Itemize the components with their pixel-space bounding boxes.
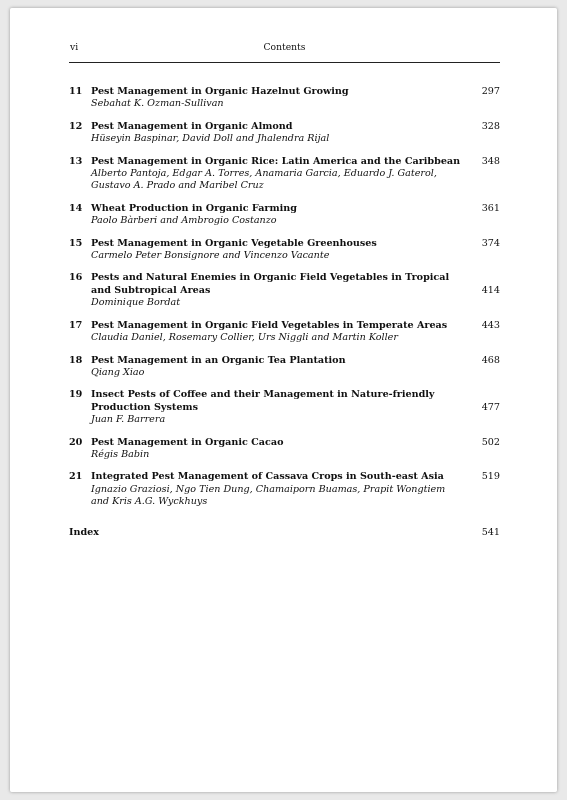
chapter-page: 443 xyxy=(481,319,500,331)
chapter-number: 11 xyxy=(69,86,83,97)
chapter-number: 20 xyxy=(69,436,83,448)
chapter-authors: Claudia Daniel, Rosemary Collier, Urs Niggli and Martin Koller xyxy=(91,332,398,344)
index-page: 541 xyxy=(481,526,500,538)
table-of-contents xyxy=(69,86,500,539)
chapter-number: 19 xyxy=(69,389,83,401)
chapter-title: Pest Management in an Organic Tea Plantation xyxy=(91,354,346,366)
chapter-authors: Paolo Bàrberi and Ambrogio Costanzo xyxy=(91,215,277,227)
chapter-title: Wheat Production in Organic Farming xyxy=(91,202,297,214)
toc-entry-21[interactable] xyxy=(69,471,500,508)
toc-entry-16[interactable] xyxy=(69,272,500,309)
chapter-page: 348 xyxy=(481,155,500,167)
chapter-title: Pests and Natural Enemies in Organic Field Vegetables in Tropical and Subtropical Areas xyxy=(91,272,450,296)
chapter-authors: Sebahat K. Ozman-Sullivan xyxy=(91,98,224,110)
chapter-page: 502 xyxy=(481,436,500,448)
chapter-title: Integrated Pest Management of Cassava Crops in South-east Asia xyxy=(91,471,444,483)
chapter-title: Pest Management in Organic Hazelnut Growing xyxy=(91,86,349,97)
chapter-authors: Qiang Xiao xyxy=(91,366,145,378)
chapter-number: 21 xyxy=(69,471,83,483)
toc-entry-20[interactable] xyxy=(69,437,500,462)
toc-entry-17[interactable] xyxy=(69,320,500,345)
chapter-title: Pest Management in Organic Rice: Latin America and the Caribbean xyxy=(91,155,461,167)
chapter-page: 477 xyxy=(481,401,500,413)
chapter-page: 328 xyxy=(481,120,500,132)
chapter-number: 15 xyxy=(69,237,83,249)
toc-entry-14[interactable] xyxy=(69,203,500,228)
chapter-authors: Ignazio Graziosi, Ngo Tien Dung, Chamaiporn Buamas, Prapit Wongtiem and Kris A.G. Wyckhuys xyxy=(91,483,446,508)
document-page xyxy=(10,8,557,792)
chapter-authors: Hüseyin Baspinar, David Doll and Jhalendra Rijal xyxy=(91,133,330,145)
chapter-page: 374 xyxy=(481,237,500,249)
running-header xyxy=(69,40,500,63)
toc-entry-15[interactable] xyxy=(69,238,500,263)
chapter-authors: Régis Babin xyxy=(91,448,150,460)
chapter-page: 414 xyxy=(481,284,500,296)
chapter-number: 13 xyxy=(69,155,83,167)
chapter-page: 519 xyxy=(481,471,500,483)
chapter-page: 297 xyxy=(481,86,500,97)
header-title: Contents xyxy=(263,42,306,53)
chapter-authors: Carmelo Peter Bonsignore and Vincenzo Vacante xyxy=(91,250,330,262)
toc-entry-12[interactable] xyxy=(69,121,500,146)
chapter-authors: Juan F. Barrera xyxy=(91,414,166,426)
index-label: Index xyxy=(69,526,99,538)
toc-entry-19[interactable] xyxy=(69,389,500,426)
chapter-number: 16 xyxy=(69,272,83,284)
chapter-title: Pest Management in Organic Almond xyxy=(91,120,293,132)
chapter-number: 12 xyxy=(69,120,83,132)
chapter-authors: Dominique Bordat xyxy=(91,297,181,309)
header-page-number: vi xyxy=(70,42,79,53)
chapter-page: 468 xyxy=(481,354,500,366)
chapter-title: Pest Management in Organic Vegetable Greenhouses xyxy=(91,237,377,249)
chapter-authors: Alberto Pantoja, Edgar A. Torres, Anamaria Garcia, Eduardo J. Gaterol, Gustavo A. Prado and Maribel Cruz xyxy=(91,168,437,192)
chapter-title: Pest Management in Organic Cacao xyxy=(91,436,284,448)
toc-entry-index[interactable] xyxy=(69,527,500,539)
toc-entry-18[interactable] xyxy=(69,355,500,380)
chapter-number: 14 xyxy=(69,202,83,214)
chapter-number: 17 xyxy=(69,319,83,331)
chapter-title: Pest Management in Organic Field Vegetables in Temperate Areas xyxy=(91,319,448,331)
chapter-number: 18 xyxy=(69,354,83,366)
toc-entry-13[interactable] xyxy=(69,156,500,193)
toc-entry-11[interactable] xyxy=(69,86,500,111)
chapter-page: 361 xyxy=(481,202,500,214)
chapter-title: Insect Pests of Coffee and their Management in Nature-friendly Production Systems xyxy=(91,389,435,413)
